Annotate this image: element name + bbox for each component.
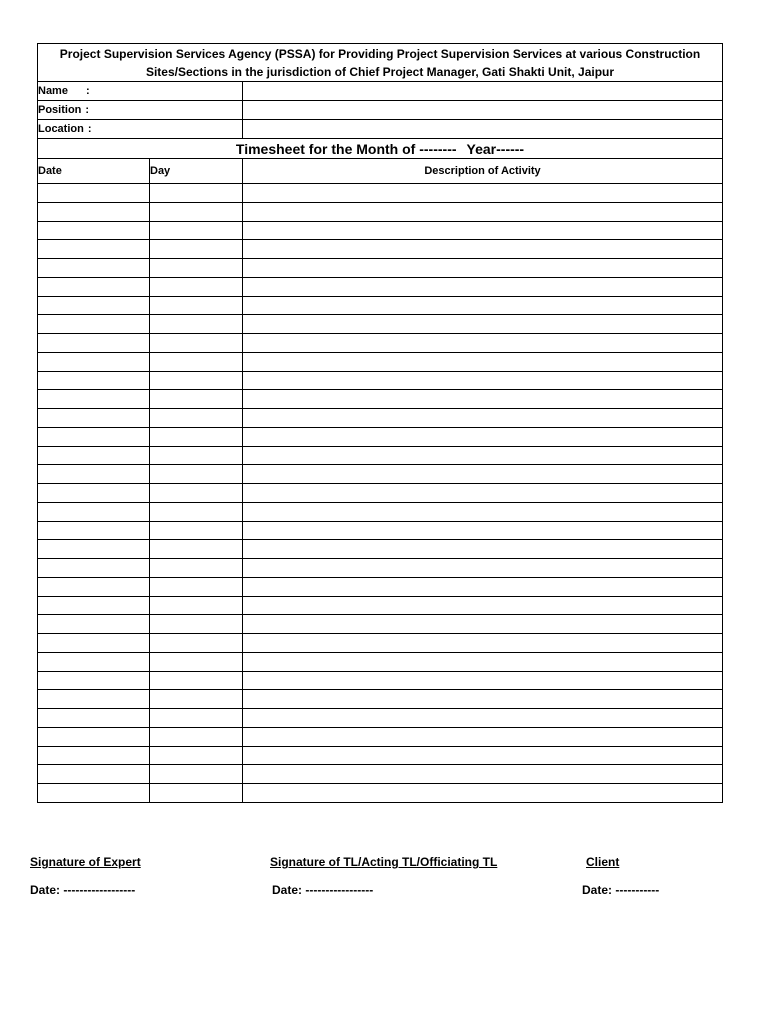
description-cell[interactable] — [243, 709, 723, 728]
description-cell[interactable] — [243, 240, 723, 259]
timesheet-entry-row — [38, 371, 723, 390]
title-line-2: Sites/Sections in the jurisdiction of Chief Project Manager, Gati Shakti Unit, Jaipur — [145, 64, 615, 79]
expert-date-field[interactable]: Date: ------------------ — [30, 883, 136, 897]
timesheet-entry-row — [38, 465, 723, 484]
timesheet-entry-row — [38, 765, 723, 784]
date-cell[interactable] — [38, 502, 150, 521]
location-label-cell — [38, 120, 243, 139]
day-cell[interactable] — [150, 540, 243, 559]
day-cell[interactable] — [150, 334, 243, 353]
date-cell[interactable] — [38, 521, 150, 540]
timesheet-entry-row — [38, 709, 723, 728]
date-cell[interactable] — [38, 315, 150, 334]
timesheet-entry-row — [38, 784, 723, 803]
day-cell[interactable] — [150, 765, 243, 784]
date-cell[interactable] — [38, 709, 150, 728]
column-header-description: Description of Activity — [243, 159, 723, 184]
description-cell[interactable] — [243, 427, 723, 446]
description-cell[interactable] — [243, 540, 723, 559]
description-cell[interactable] — [243, 634, 723, 653]
description-cell[interactable] — [243, 652, 723, 671]
timesheet-entry-row — [38, 352, 723, 371]
day-cell[interactable] — [150, 296, 243, 315]
position-colon: : — [85, 104, 90, 116]
date-cell[interactable] — [38, 652, 150, 671]
name-label: Name — [38, 85, 68, 97]
description-cell[interactable] — [243, 596, 723, 615]
timesheet-month-row — [38, 139, 723, 159]
date-cell[interactable] — [38, 484, 150, 503]
form-title — [38, 44, 723, 82]
description-cell[interactable] — [243, 521, 723, 540]
day-cell[interactable] — [150, 634, 243, 653]
description-cell[interactable] — [243, 577, 723, 596]
timesheet-entry-row — [38, 652, 723, 671]
timesheet-entry-row — [38, 259, 723, 278]
timesheet-entry-row — [38, 727, 723, 746]
description-cell[interactable] — [243, 202, 723, 221]
day-cell[interactable] — [150, 784, 243, 803]
description-cell[interactable] — [243, 784, 723, 803]
date-cell[interactable] — [38, 690, 150, 709]
description-cell[interactable] — [243, 727, 723, 746]
day-cell[interactable] — [150, 521, 243, 540]
day-cell[interactable] — [150, 390, 243, 409]
name-row — [38, 82, 723, 101]
description-cell[interactable] — [243, 221, 723, 240]
timesheet-entry-row — [38, 521, 723, 540]
timesheet-entry-row — [38, 615, 723, 634]
date-cell[interactable] — [38, 371, 150, 390]
day-cell[interactable] — [150, 596, 243, 615]
timesheet-entry-row — [38, 409, 723, 428]
day-cell[interactable] — [150, 652, 243, 671]
timesheet-entry-row — [38, 296, 723, 315]
day-cell[interactable] — [150, 259, 243, 278]
timesheet-entry-row — [38, 746, 723, 765]
description-cell[interactable] — [243, 615, 723, 634]
name-label-cell — [38, 82, 243, 101]
timesheet-month-label: Timesheet for the Month of -------- — [235, 140, 457, 157]
date-cell[interactable] — [38, 465, 150, 484]
timesheet-entry-row — [38, 240, 723, 259]
timesheet-entry-row — [38, 559, 723, 578]
location-label: Location — [38, 123, 84, 135]
timesheet-entry-row — [38, 690, 723, 709]
timesheet-entry-row — [38, 221, 723, 240]
day-cell[interactable] — [150, 577, 243, 596]
timesheet-entry-row — [38, 596, 723, 615]
description-cell[interactable] — [243, 465, 723, 484]
day-cell[interactable] — [150, 746, 243, 765]
timesheet-entry-row — [38, 390, 723, 409]
date-cell[interactable] — [38, 765, 150, 784]
column-header-row — [38, 159, 723, 184]
day-cell[interactable] — [150, 409, 243, 428]
timesheet-entry-row — [38, 184, 723, 203]
timesheet-entry-row — [38, 427, 723, 446]
date-cell[interactable] — [38, 446, 150, 465]
date-cell[interactable] — [38, 334, 150, 353]
day-cell[interactable] — [150, 315, 243, 334]
timesheet-month-cell — [38, 139, 723, 159]
description-cell[interactable] — [243, 184, 723, 203]
timesheet-entry-row — [38, 277, 723, 296]
day-cell[interactable] — [150, 727, 243, 746]
day-cell[interactable] — [150, 371, 243, 390]
day-cell[interactable] — [150, 559, 243, 578]
day-cell[interactable] — [150, 446, 243, 465]
day-cell[interactable] — [150, 184, 243, 203]
client-date-field[interactable]: Date: ----------- — [582, 883, 660, 897]
date-cell[interactable] — [38, 634, 150, 653]
description-cell[interactable] — [243, 334, 723, 353]
date-cell[interactable] — [38, 259, 150, 278]
day-cell[interactable] — [150, 221, 243, 240]
date-cell[interactable] — [38, 559, 150, 578]
description-cell[interactable] — [243, 690, 723, 709]
description-cell[interactable] — [243, 446, 723, 465]
description-cell[interactable] — [243, 371, 723, 390]
date-cell[interactable] — [38, 746, 150, 765]
description-cell[interactable] — [243, 352, 723, 371]
day-cell[interactable] — [150, 615, 243, 634]
position-label-cell — [38, 101, 243, 120]
description-cell[interactable] — [243, 746, 723, 765]
timesheet-entry-row — [38, 315, 723, 334]
column-header-date: Date — [38, 159, 150, 184]
timesheet-entry-row — [38, 577, 723, 596]
timesheet-entry-row — [38, 634, 723, 653]
timesheet-entry-row — [38, 484, 723, 503]
description-cell[interactable] — [243, 315, 723, 334]
date-cell[interactable] — [38, 409, 150, 428]
description-cell[interactable] — [243, 277, 723, 296]
location-colon: : — [87, 123, 92, 135]
name-colon: : — [85, 85, 90, 97]
date-cell[interactable] — [38, 615, 150, 634]
timesheet-entry-row — [38, 446, 723, 465]
date-cell[interactable] — [38, 221, 150, 240]
date-cell[interactable] — [38, 427, 150, 446]
day-cell[interactable] — [150, 202, 243, 221]
date-cell[interactable] — [38, 671, 150, 690]
location-row — [38, 120, 723, 139]
date-cell[interactable] — [38, 296, 150, 315]
date-cell[interactable] — [38, 390, 150, 409]
signature-of-expert-label: Signature of Expert — [30, 855, 141, 869]
client-signature-label: Client — [586, 855, 620, 869]
description-cell[interactable] — [243, 502, 723, 521]
timesheet-year-label: Year------ — [466, 140, 525, 157]
date-cell[interactable] — [38, 577, 150, 596]
day-cell[interactable] — [150, 709, 243, 728]
description-cell[interactable] — [243, 484, 723, 503]
date-cell[interactable] — [38, 277, 150, 296]
description-cell[interactable] — [243, 390, 723, 409]
description-cell[interactable] — [243, 671, 723, 690]
day-cell[interactable] — [150, 352, 243, 371]
description-cell[interactable] — [243, 296, 723, 315]
timesheet-form-table — [37, 43, 723, 803]
description-cell[interactable] — [243, 559, 723, 578]
date-cell[interactable] — [38, 202, 150, 221]
column-header-day: Day — [150, 159, 243, 184]
timesheet-entry-row — [38, 202, 723, 221]
timesheet-entry-row — [38, 540, 723, 559]
day-cell[interactable] — [150, 427, 243, 446]
description-cell[interactable] — [243, 259, 723, 278]
timesheet-entry-row — [38, 671, 723, 690]
date-cell[interactable] — [38, 596, 150, 615]
day-cell[interactable] — [150, 690, 243, 709]
tl-date-field[interactable]: Date: ----------------- — [272, 883, 374, 897]
date-cell[interactable] — [38, 784, 150, 803]
day-cell[interactable] — [150, 240, 243, 259]
date-cell[interactable] — [38, 727, 150, 746]
day-cell[interactable] — [150, 484, 243, 503]
title-row — [38, 44, 723, 82]
position-row — [38, 101, 723, 120]
date-cell[interactable] — [38, 240, 150, 259]
position-label: Position — [38, 104, 82, 116]
date-cell[interactable] — [38, 352, 150, 371]
position-field[interactable] — [243, 101, 723, 120]
description-cell[interactable] — [243, 409, 723, 428]
day-cell[interactable] — [150, 465, 243, 484]
day-cell[interactable] — [150, 502, 243, 521]
date-cell[interactable] — [38, 540, 150, 559]
day-cell[interactable] — [150, 671, 243, 690]
day-cell[interactable] — [150, 277, 243, 296]
name-field[interactable] — [243, 82, 723, 101]
title-line-1: Project Supervision Services Agency (PSSA) for Providing Project Supervision Services at various Construction — [59, 46, 701, 61]
signature-of-tl-label: Signature of TL/Acting TL/Officiating TL — [270, 855, 498, 869]
date-cell[interactable] — [38, 184, 150, 203]
timesheet-entry-row — [38, 502, 723, 521]
description-cell[interactable] — [243, 765, 723, 784]
timesheet-entry-row — [38, 334, 723, 353]
location-field[interactable] — [243, 120, 723, 139]
